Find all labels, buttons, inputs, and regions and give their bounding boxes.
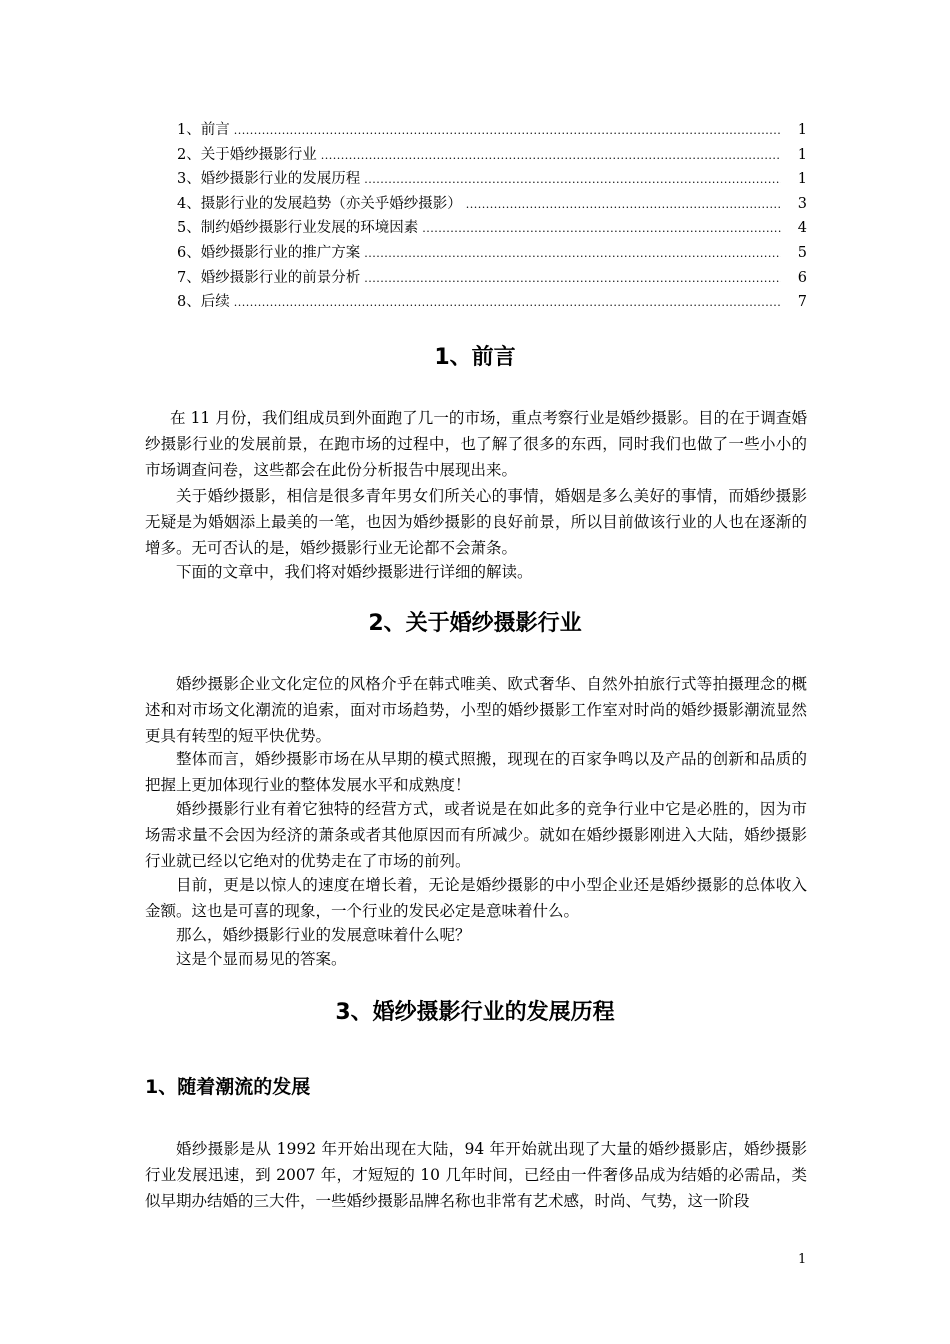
toc-entry-label: 4、摄影行业的发展趋势（亦关乎婚纱摄影） [177,195,462,212]
toc-entry-page: 6 [797,269,807,286]
toc-entry-page: 1 [797,171,807,188]
toc-leader-dots [364,167,781,193]
toc-entry[interactable] [177,143,807,168]
table-of-contents [177,118,807,315]
section-title-3: 3、婚纱摄影行业的发展历程 [335,1000,615,1025]
toc-entry[interactable] [177,216,807,241]
toc-leader-dots [364,266,781,292]
toc-leader-dots [364,241,781,267]
toc-entry-page: 5 [797,244,807,261]
section1-paragraph: 在 11 月份，我们组成员到外面跑了几一的市场，重点考察行业是婚纱摄影。目的在于调查婚纱摄影行业的发展前景，在跑市场的过程中，也了解了很多的东西，同时我们也做了一些小小的市场调查问卷，这些都会在此份分析报告中展现出来。 [145,409,807,479]
toc-entry[interactable] [177,118,807,143]
toc-leader-dots [234,118,781,144]
toc-entry[interactable] [177,241,807,266]
toc-entry-label: 8、后续 [177,294,230,311]
section2-paragraph: 整体而言，婚纱摄影市场在从早期的模式照搬，现现在的百家争鸣以及产品的创新和品质的把握上更加体现行业的整体发展水平和成熟度！ [145,750,807,794]
section1-paragraph: 关于婚纱摄影，相信是很多青年男女们所关心的事情，婚姻是多么美好的事情，而婚纱摄影无疑是为婚姻添上最美的一笔，也因为婚纱摄影的良好前景，所以目前做该行业的人也在逐渐的增多。无可否认的是，婚纱摄影行业无论都不会萧条。 [145,487,807,557]
section2-paragraph: 这是个显而易见的答案。 [176,950,347,968]
section2-paragraph: 那么，婚纱摄影行业的发展意味着什么呢？ [176,926,471,944]
section3-paragraph: 婚纱摄影是从 1992 年开始出现在大陆，94 年开始就出现了大量的婚纱摄影店，婚纱摄影行业发展迅速，到 2007 年，才短短的 10 几年时间，已经由一件奢侈品成为结婚的必需品，类似早期办结婚的三大件，一些婚纱摄影品牌名称也非常有艺术感，时尚、气势，这一阶段 [145,1140,807,1210]
toc-entry-page: 1 [797,122,807,138]
page-number: 1 [798,1252,807,1267]
toc-entry-page: 4 [797,220,807,237]
toc-entry-label: 3、婚纱摄影行业的发展历程 [177,171,361,188]
section2-paragraph: 婚纱摄影企业文化定位的风格介乎在韩式唯美、欧式奢华、自然外拍旅行式等拍摄理念的概述和对市场文化潮流的追索，面对市场趋势，小型的婚纱摄影工作室对时尚的婚纱摄影潮流显然更具有转型的短平快优势。 [145,675,807,745]
toc-entry-page: 1 [797,146,807,163]
section1-paragraph: 下面的文章中，我们将对婚纱摄影进行详细的解读。 [176,563,533,581]
toc-entry[interactable] [177,167,807,192]
toc-leader-dots [422,216,781,242]
subsection-title: 1、随着潮流的发展 [145,1076,311,1098]
toc-entry-label: 5、制约婚纱摄影行业发展的环境因素 [177,220,419,237]
toc-entry-label: 7、婚纱摄影行业的前景分析 [177,269,361,286]
toc-entry-label: 2、关于婚纱摄影行业 [177,146,317,163]
toc-entry[interactable] [177,290,807,315]
section-title-1: 1、前言 [434,345,516,370]
section2-paragraph: 婚纱摄影行业有着它独特的经营方式，或者说是在如此多的竞争行业中它是必胜的，因为市场需求量不会因为经济的萧条或者其他原因而有所减少。就如在婚纱摄影刚进入大陆，婚纱摄影行业就已经以它绝对的优势走在了市场的前列。 [145,800,807,870]
toc-entry-label: 1、前言 [177,122,230,138]
toc-leader-dots [234,290,781,316]
toc-entry-page: 3 [797,195,807,212]
toc-leader-dots [321,143,781,169]
toc-entry[interactable] [177,192,807,217]
toc-leader-dots [466,192,781,218]
toc-entry-page: 7 [797,294,807,311]
toc-entry[interactable] [177,266,807,291]
section-title-2: 2、关于婚纱摄影行业 [368,611,582,636]
section2-paragraph: 目前，更是以惊人的速度在增长着，无论是婚纱摄影的中小型企业还是婚纱摄影的总体收入金额。这也是可喜的现象，一个行业的发民必定是意味着什么。 [145,876,807,920]
toc-entry-label: 6、婚纱摄影行业的推广方案 [177,244,361,261]
